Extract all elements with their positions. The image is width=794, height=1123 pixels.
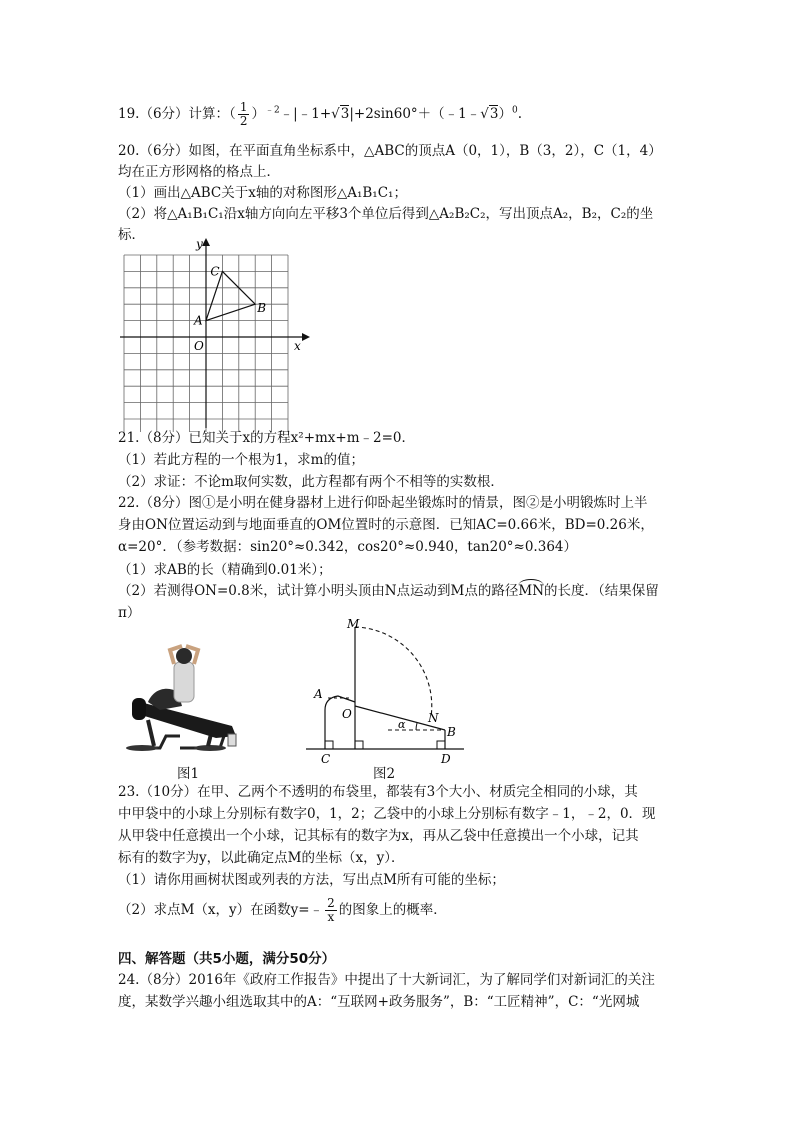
person-head (176, 648, 192, 664)
y-axis-arrow (202, 238, 210, 246)
person-torso (174, 662, 194, 702)
y-axis-label: y (196, 237, 203, 251)
right-angle-mark-d (437, 741, 445, 749)
triangle-abc (206, 271, 255, 320)
q19-exponent-zero: 0 (511, 105, 518, 116)
q19-label: 19.（6分）计算：（ (118, 106, 236, 122)
x-axis-label: x (294, 339, 301, 353)
origin-label: O (194, 339, 204, 353)
q22-line2: 身由ON位置运动到与地面垂直的OM位置时的示意图．已知AC=0.66米，BD=0.26米， (118, 517, 654, 533)
q19-fraction (238, 101, 250, 128)
q19-frac-den: 2 (239, 114, 248, 128)
q19-frac-num: 1 (239, 100, 248, 114)
q22-line4: （1）求AB的长（精确到0.01米）； (118, 562, 332, 578)
q19-period: . (517, 106, 522, 122)
point-c-label: C (210, 264, 220, 279)
right-angle-mark-o (355, 741, 363, 749)
label-alpha: α (398, 718, 406, 731)
label-c: C (321, 752, 331, 765)
q23-fraction (325, 897, 337, 924)
q20-line5: 标． (118, 227, 145, 243)
angle-alpha-arc (416, 723, 417, 730)
q22-line5-part1: （2）若测得ON=0.8米，试计算小明头顶由N点运动到M点的路径 (118, 583, 519, 599)
q19-line: 19.（6分）计算：（ $\frac{1}{2}$ ）$^{﹣2}$﹣|﹣1+√3|+2sin60°＋（﹣1﹣√3）$^0$. (118, 100, 522, 128)
bench-leg-front (148, 720, 154, 746)
figure-2-diagram (300, 612, 475, 765)
figure-1-illustration (120, 640, 255, 765)
q23-line5: （1）请你用画树状图或列表的方法，写出点M所有可能的坐标； (118, 872, 505, 888)
q22-line3: α=20°．（参考数据：sin20°≈0.342，cos20°≈0.940，tan20°≈0.364） (118, 539, 577, 555)
right-angle-mark-c (325, 741, 333, 749)
q20-line4: （2）将△A₁B₁C₁沿x轴方向向左平移3个单位后得到△A₂B₂C₂，写出顶点A₂，B₂，C₂的坐 (118, 206, 654, 222)
coordinate-grid-figure (112, 236, 312, 432)
q19-end: ） (498, 106, 512, 122)
q23-line6-part2: 的图象上的概率． (338, 902, 447, 918)
label-n: N (428, 711, 439, 725)
q22-line6: π） (118, 605, 141, 621)
q19-mid: ﹣|﹣1+ (279, 106, 332, 122)
bench-handle (228, 734, 236, 746)
q19-close: ） (251, 106, 265, 122)
q23-frac-den: x (327, 910, 335, 924)
q22-line1: 22.（8分）图①是小明在健身器材上进行仰卧起坐锻炼时的情景，图②是小明锻炼时上半 (118, 495, 648, 511)
arc-mn-notation: MN (518, 583, 545, 599)
q23-line3: 从甲袋中任意摸出一个小球，记其标有的数字为x，再从乙袋中任意摸出一个小球，记其 (118, 828, 639, 844)
figure-2-caption: 图2 (373, 766, 396, 782)
q19-root-a: 3 (340, 106, 350, 122)
q23-line4: 标有的数字为y，以此确定点M的坐标（x，y）． (118, 850, 405, 866)
label-o: O (342, 707, 352, 721)
q22-line5-part2: 的长度．（结果保留 (544, 583, 659, 599)
label-b: B (447, 725, 456, 739)
arc-mn (355, 627, 432, 717)
section-4-heading: 四、解答题（共5小题，满分50分） (118, 951, 336, 967)
label-d: D (441, 752, 451, 765)
q19-mid2: |+2sin60°＋（﹣1﹣ (349, 106, 481, 122)
bench-roller (132, 698, 146, 720)
q20-line1: 20.（6分）如图，在平面直角坐标系中，△ABC的顶点A（0，1），B（3，2），C（1，4） (118, 143, 662, 159)
q24-line1: 24.（8分）2016年《政府工作报告》中提出了十大新词汇，为了解同学们对新词汇的关注 (118, 972, 655, 988)
q22-line5 (118, 582, 659, 600)
point-b-label: B (257, 301, 267, 316)
q23-line6 (118, 897, 447, 924)
q21-line1: 21.（8分）已知关于x的方程x²+mx+m﹣2=0． (118, 430, 416, 446)
q24-line2: 度，某数学兴趣小组选取其中的A：“互联网+政务服务”，B：“工匠精神”，C：“光网城 (118, 994, 640, 1010)
label-a: A (314, 687, 323, 701)
q20-line3: （1）画出△ABC关于x轴的对称图形△A₁B₁C₁； (118, 185, 407, 201)
point-a-label: A (194, 313, 203, 328)
q23-line6-part1: （2）求点M（x，y）在函数y=﹣ (118, 902, 324, 918)
q23-frac-num: 2 (327, 896, 335, 910)
label-m: M (347, 617, 360, 631)
q19-root-b: 3 (489, 106, 499, 122)
q19-exponent: ﹣2 (264, 105, 280, 116)
q23-line1: 23.（10分）在甲、乙两个不透明的布袋里，都装有3个大小、材质完全相同的小球，其 (118, 784, 638, 800)
q20-line2: 均在正方形网格的格点上． (118, 164, 280, 180)
q21-line2: （1）若此方程的一个根为1，求m的值； (118, 452, 364, 468)
q21-line3: （2）求证：不论m取何实数，此方程都有两个不相等的实数根． (118, 474, 504, 490)
figure-1-caption: 图1 (177, 766, 200, 782)
x-axis-arrow (302, 333, 310, 341)
q23-line2: 中甲袋中的小球上分别标有数字0，1，2；乙袋中的小球上分别标有数字﹣1，﹣2，0．现 (118, 806, 656, 822)
